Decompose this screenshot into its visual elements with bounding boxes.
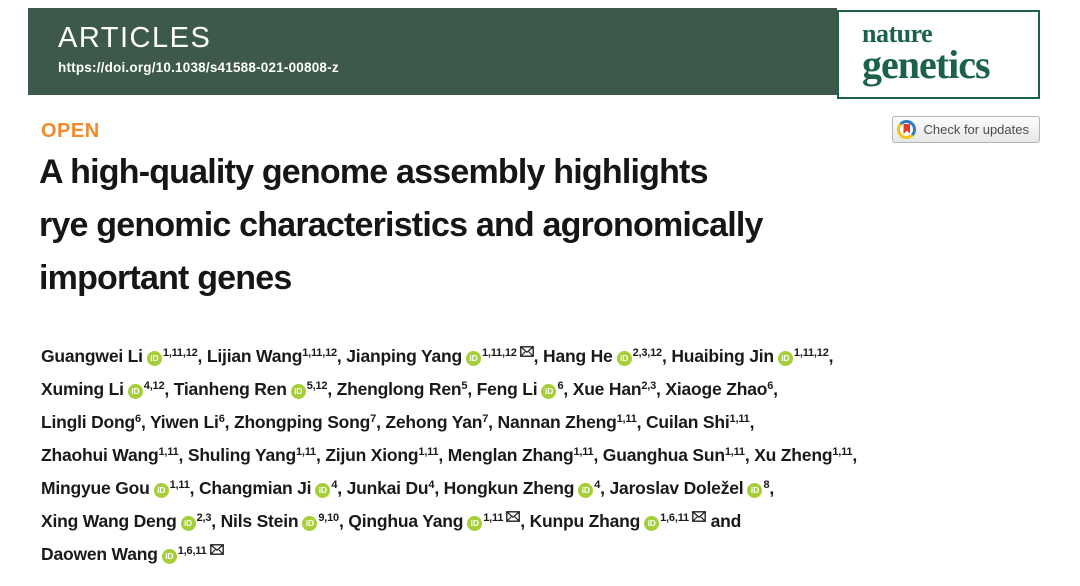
orcid-icon[interactable]: iD xyxy=(181,516,196,531)
author-line xyxy=(41,473,1051,506)
author-name: Xiaoge Zhao xyxy=(665,379,768,399)
author-separator: , xyxy=(338,511,349,531)
author-name: Hang He xyxy=(543,346,613,366)
author-affiliations: 1,11 xyxy=(418,445,439,458)
orcid-icon[interactable]: iD xyxy=(154,483,169,498)
author-name: Cuilan Shi xyxy=(645,412,730,432)
author-entry xyxy=(573,379,666,399)
author-name: Hongkun Zheng xyxy=(443,478,575,498)
author-name: Xing Wang Deng xyxy=(41,511,177,531)
author-name: Tianheng Ren xyxy=(173,379,287,399)
author-entry xyxy=(665,379,777,399)
journal-logo xyxy=(837,10,1040,99)
author-affiliations: 1,11 xyxy=(616,412,637,425)
author-affiliations: 8 xyxy=(763,478,770,491)
author-separator: , xyxy=(197,346,207,366)
orcid-icon[interactable]: iD xyxy=(778,351,793,366)
author-separator: , xyxy=(140,412,150,432)
author-separator: , xyxy=(164,379,174,399)
orcid-icon[interactable]: iD xyxy=(302,516,317,531)
author-affiliations: 2,3,12 xyxy=(632,346,662,359)
author-name: Xue Han xyxy=(572,379,642,399)
author-separator: , xyxy=(636,412,646,432)
author-list xyxy=(41,341,1051,572)
author-entry xyxy=(498,412,646,432)
orcid-icon[interactable]: iD xyxy=(291,384,306,399)
author-affiliations: 6 xyxy=(767,379,774,392)
journal-logo-genetics: genetics xyxy=(862,42,990,87)
author-separator: , xyxy=(533,346,543,366)
author-entry xyxy=(337,379,477,399)
author-affiliations: 1,11,12 xyxy=(793,346,829,359)
author-name: Zhaohui Wang xyxy=(41,445,159,465)
author-entry xyxy=(41,445,188,465)
orcid-icon[interactable]: iD xyxy=(147,351,162,366)
author-entry xyxy=(221,511,349,531)
author-affiliations: 9,10 xyxy=(318,511,339,524)
author-affiliations: 6 xyxy=(557,379,564,392)
author-entry xyxy=(754,445,857,465)
article-title xyxy=(39,146,1039,305)
author-affiliations: 7 xyxy=(370,412,377,425)
author-affiliations: 1,11 xyxy=(729,412,750,425)
author-entry xyxy=(477,379,573,399)
author-entry xyxy=(41,412,150,432)
author-entry xyxy=(646,412,754,432)
article-banner xyxy=(28,8,837,95)
author-name: Daowen Wang xyxy=(41,544,158,564)
author-entry xyxy=(543,346,671,366)
journal-logo-nature: nature xyxy=(862,19,933,48)
author-separator: , xyxy=(828,346,834,366)
author-entry xyxy=(207,346,346,366)
author-entry xyxy=(671,346,833,366)
author-name: Mingyue Gou xyxy=(41,478,150,498)
author-name: Kunpu Zhang xyxy=(529,511,641,531)
author-separator: , xyxy=(315,445,326,465)
author-name: Feng Li xyxy=(476,379,538,399)
author-name: Nannan Zheng xyxy=(497,412,617,432)
author-entry xyxy=(188,445,325,465)
author-separator: , xyxy=(434,478,444,498)
author-separator: , xyxy=(376,412,386,432)
author-line xyxy=(41,539,1051,572)
author-entry xyxy=(348,511,529,531)
author-affiliations: 1,11 xyxy=(573,445,594,458)
article-type-label: ARTICLES xyxy=(58,22,212,54)
author-separator: , xyxy=(327,379,337,399)
author-separator: , xyxy=(852,445,857,465)
author-separator: , xyxy=(189,478,199,498)
author-affiliations: 5,12 xyxy=(306,379,328,392)
mail-icon[interactable] xyxy=(210,534,224,564)
mail-icon[interactable] xyxy=(506,501,520,531)
author-entry xyxy=(325,445,447,465)
orcid-icon[interactable]: iD xyxy=(644,516,659,531)
author-separator: , xyxy=(773,379,778,399)
author-line xyxy=(41,407,1051,440)
author-name: Zhenglong Ren xyxy=(336,379,462,399)
author-name: Zijun Xiong xyxy=(325,445,419,465)
author-affiliations: 4 xyxy=(594,478,601,491)
check-for-updates-button[interactable] xyxy=(892,116,1040,143)
author-line xyxy=(41,341,1051,374)
author-name: Changmian Ji xyxy=(198,478,312,498)
author-entry xyxy=(603,445,754,465)
author-name: Jaroslav Doležel xyxy=(609,478,744,498)
author-affiliations: 1,11,12 xyxy=(162,346,198,359)
author-name: Lijian Wang xyxy=(206,346,303,366)
author-name: Shuling Yang xyxy=(187,445,296,465)
orcid-icon[interactable]: iD xyxy=(541,384,556,399)
author-affiliations: 1,11 xyxy=(169,478,190,491)
author-name: Xu Zheng xyxy=(754,445,833,465)
author-entry xyxy=(41,478,199,498)
author-separator: , xyxy=(467,379,477,399)
mail-icon[interactable] xyxy=(692,501,706,531)
author-separator: , xyxy=(661,346,672,366)
author-separator: , xyxy=(438,445,448,465)
orcid-icon[interactable]: iD xyxy=(466,351,481,366)
author-line xyxy=(41,440,1051,473)
author-separator: , xyxy=(178,445,188,465)
author-affiliations: 1,11,12 xyxy=(302,346,337,359)
author-name: Junkai Du xyxy=(346,478,429,498)
author-entry xyxy=(346,346,543,366)
author-name: Lingli Dong xyxy=(41,412,136,432)
author-name: Huaibing Jin xyxy=(671,346,774,366)
orcid-icon[interactable]: iD xyxy=(467,516,482,531)
author-separator: , xyxy=(563,379,573,399)
author-name: Guangwei Li xyxy=(41,346,143,366)
author-entry xyxy=(41,379,174,399)
author-separator: , xyxy=(224,412,234,432)
author-affiliations: 1,11 xyxy=(483,511,504,524)
author-entry xyxy=(174,379,337,399)
author-affiliations: 1,11 xyxy=(295,445,316,458)
orcid-icon[interactable]: iD xyxy=(162,549,177,564)
article-title-line-1: A high-quality genome assembly highlights xyxy=(39,153,708,191)
author-affiliations: 6 xyxy=(135,412,141,425)
author-affiliations: 1,11 xyxy=(832,445,853,458)
article-title-line-2: rye genomic characteristics and agronomically xyxy=(39,206,763,244)
author-separator: , xyxy=(337,478,347,498)
author-affiliations: 4 xyxy=(428,478,435,491)
author-affiliations: 1,6,11 xyxy=(660,511,689,524)
author-separator: , xyxy=(488,412,498,432)
author-separator: , xyxy=(336,346,347,366)
author-separator: , xyxy=(520,511,530,531)
author-name: Yiwen Li xyxy=(149,412,219,432)
author-entry xyxy=(41,346,207,366)
author-entry xyxy=(41,544,224,564)
author-separator: , xyxy=(744,445,755,465)
author-separator: , xyxy=(656,379,666,399)
article-title-line-3: important genes xyxy=(39,259,292,297)
doi-link[interactable]: https://doi.org/10.1038/s41588-021-00808-z xyxy=(58,60,339,75)
author-name: Nils Stein xyxy=(220,511,299,531)
crossmark-icon xyxy=(897,120,916,139)
author-entry xyxy=(444,478,610,498)
author-line xyxy=(41,374,1051,407)
author-affiliations: 1,11 xyxy=(158,445,179,458)
author-name: Guanghua Sun xyxy=(602,445,725,465)
author-name: Zhongping Song xyxy=(233,412,371,432)
author-separator: , xyxy=(749,412,755,432)
orcid-icon[interactable]: iD xyxy=(617,351,632,366)
check-for-updates-label: Check for updates xyxy=(923,122,1029,137)
author-entry xyxy=(530,511,742,531)
author-name: Menglan Zhang xyxy=(447,445,574,465)
author-entry xyxy=(150,412,234,432)
orcid-icon[interactable]: iD xyxy=(747,483,762,498)
orcid-icon[interactable]: iD xyxy=(315,483,330,498)
author-entry xyxy=(448,445,603,465)
author-name: Zehong Yan xyxy=(385,412,483,432)
orcid-icon[interactable]: iD xyxy=(128,384,143,399)
author-name: Xuming Li xyxy=(41,379,124,399)
author-entry xyxy=(41,511,221,531)
author-separator: , xyxy=(593,445,603,465)
author-affiliations: 1,11 xyxy=(724,445,745,458)
author-separator: , xyxy=(211,511,221,531)
author-entry xyxy=(347,478,444,498)
author-separator: , xyxy=(769,478,775,498)
author-affiliations: 1,11,12 xyxy=(481,346,517,359)
author-affiliations: 2,3 xyxy=(641,379,657,392)
author-line xyxy=(41,506,1051,539)
author-entry xyxy=(199,478,347,498)
author-name: Jianping Yang xyxy=(346,346,462,366)
author-affiliations: 4,12 xyxy=(143,379,165,392)
open-access-badge: OPEN xyxy=(41,120,100,142)
author-affiliations: 5 xyxy=(461,379,468,392)
author-entry xyxy=(610,478,775,498)
author-affiliations: 1,6,11 xyxy=(177,544,207,557)
mail-icon[interactable] xyxy=(520,336,534,366)
author-affiliations: 6 xyxy=(218,412,225,425)
orcid-icon[interactable]: iD xyxy=(578,483,593,498)
author-affiliations: 7 xyxy=(482,412,489,425)
author-entry xyxy=(385,412,497,432)
author-separator: , xyxy=(600,478,610,498)
author-entry xyxy=(234,412,385,432)
author-name: Qinghua Yang xyxy=(348,511,464,531)
author-affiliations: 4 xyxy=(331,478,338,491)
author-separator: and xyxy=(705,511,742,531)
author-affiliations: 2,3 xyxy=(196,511,212,524)
